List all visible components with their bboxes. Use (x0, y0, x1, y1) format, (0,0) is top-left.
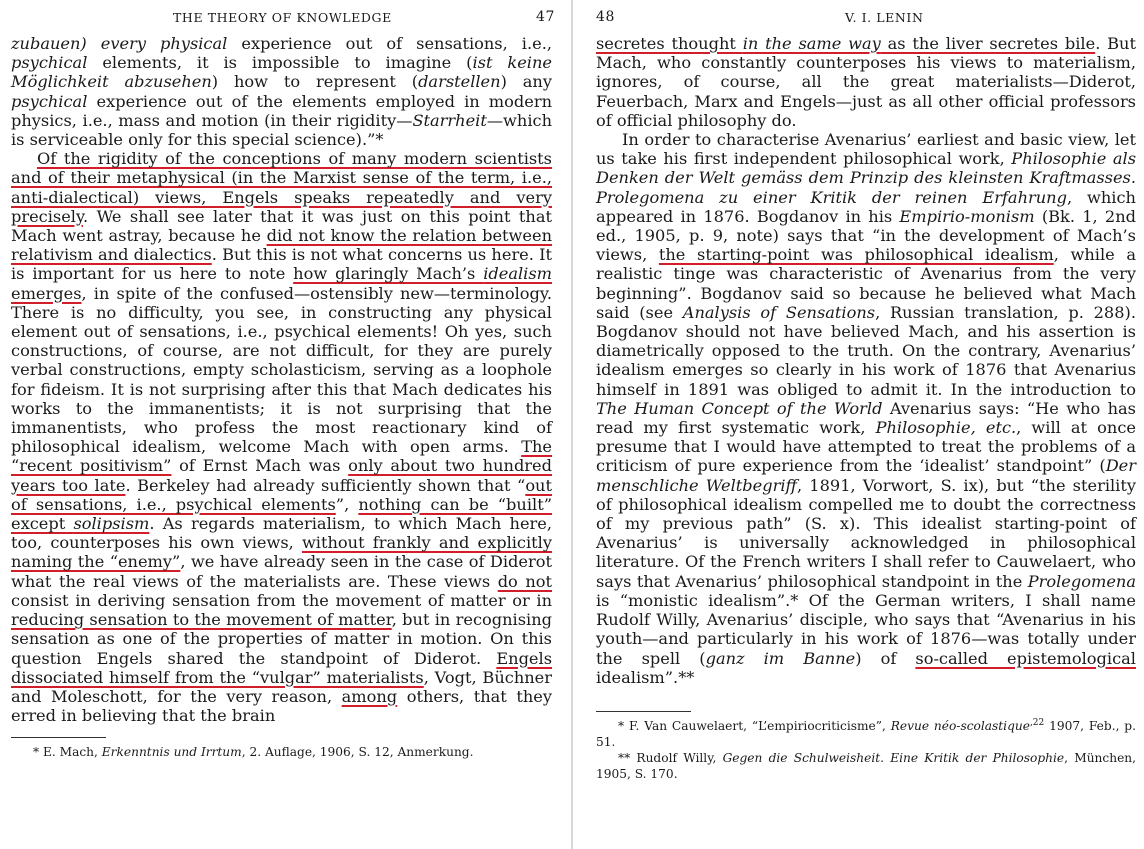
text-run (87, 34, 101, 53)
underlined-passage: The “recent positivism” (11, 437, 552, 476)
underlined-passage: reducing sensation to the movement of matter (11, 610, 392, 630)
underlined-passage: the starting-point was philosophical idealism (658, 245, 1054, 265)
underlined-passage: idealism (483, 264, 552, 284)
text-run: . We shall see later that it was just on this point that Mach went astray, because he (11, 206, 552, 246)
text-run: idealism”.** (596, 667, 695, 687)
italic-text: every physical (100, 34, 228, 53)
italic-text: psychical (11, 91, 88, 111)
italic-text: darstellen (418, 72, 501, 92)
left-running-header (11, 0, 556, 34)
italic-text: Starrheit (412, 110, 487, 130)
paragraph (596, 130, 1136, 687)
text-run: , but in recognising sensation as one of the properties of matter in motion. On this question Engels shared the standpoint of Diderot. (11, 610, 552, 668)
italic-text: The Human Concept of the World (596, 398, 883, 418)
underlined-passage: did not know the relation between relativism and dialectics (11, 226, 552, 265)
text-run: . As regards materialism, to which Mach here, too, counterposes his own views, (11, 514, 552, 553)
italic-text: zubauen) (11, 34, 87, 53)
text-run: ”, (335, 494, 359, 514)
text-run: , 1891, Vorwort, S. ix), but “the sterility of philosophical idealism compelled me to doubt the correctness of my previous path” (S. x). This idealist starting-point of Avenarius’ is universally acknowledged in philosophical literature. Of the French writers I shall refer to Cauwelaert, who says that Avenarius’ philosophical standpoint in the (596, 475, 1136, 591)
footnote (596, 750, 1136, 782)
underlined-passage: nothing can be “built” except (11, 494, 552, 534)
text-run: , we have already seen in the case of Diderot what the real views of the materialists are. These views (11, 552, 552, 591)
text-run: , will at once presume that I would have attempted to treat the problems of a criticism of pure experience from the ‘idealist’ standpoint” ( (596, 418, 1136, 476)
italic-text: Philosophie als Denken der Welt gemäss dem Prinzip des kleinsten Kraftmasses. Prolegomena zu einer Kritik der reinen Erfahrung (596, 149, 1137, 207)
italic-text: Revue néo-scolastique (890, 718, 1030, 733)
underlined-passage: only about two hundred years too late (11, 456, 552, 495)
underlined-passage: how glaringly Mach’s (293, 264, 484, 284)
text-run: . But this is not what concerns us here. It is important for us here to note (11, 245, 553, 284)
paragraph (11, 34, 552, 149)
text-run: experience out of sensations, i.e., (227, 34, 552, 53)
italic-text: Analysis of Sensations (682, 302, 876, 322)
text-run: 1907, Feb., p. 51. (596, 718, 1136, 749)
text-run: , Vogt, Büchner and Moleschott, for the very reason, (11, 667, 552, 706)
right-body-text (596, 34, 1136, 687)
italic-text: ist keine Möglichkeit abzusehen (11, 53, 552, 92)
underlined-passage: out of sensations, i.e., psychical elements (11, 475, 552, 514)
italic-text: Der menschliche Weltbegriff (596, 456, 1136, 495)
right-page-number: 48 (596, 9, 616, 25)
text-run: ** Rudolf Willy, (618, 750, 723, 765)
text-run: In order to characterise Avenarius’ earliest and basic view, let us take his first independent philosophical work, (596, 130, 1136, 169)
text-run: ) how to represent ( (211, 72, 419, 92)
italic-text: psychical (11, 53, 88, 73)
text-run: of Ernst Mach was (171, 456, 349, 476)
text-run: ) of (855, 648, 916, 668)
italic-text: Philosophie, etc. (875, 418, 1017, 438)
italic-text: ganz im Banne (705, 648, 856, 668)
underlined-passage: among (341, 686, 398, 706)
italic-text: Prolegomena (1027, 571, 1136, 591)
text-run: * F. Van Cauwelaert, “L’empiriocriticisme”, (618, 718, 891, 733)
underlined-passage: solipsism (73, 514, 150, 534)
footnote-divider (596, 711, 691, 712)
footnote (11, 744, 552, 760)
underlined-passage: Of the rigidity of the conceptions of many modern scientists and of their metaphysical (in the Marxist sense of the term, i.e., anti-dialectical) views, Engels speaks repeatedly and very precisely (11, 149, 552, 226)
right-running-head-title: V. I. LENIN (845, 10, 924, 25)
text-run: —which is serviceable only for this special science).”* (11, 110, 552, 150)
text-run: , 2. Auflage, 1906, S. 12, Anmerkung. (241, 745, 474, 760)
text-run: elements, it is impossible to imagine ( (87, 53, 473, 73)
text-run: , Russian translation, p. 288). Bogdanov should not have believed Mach, and his assertion is diametrically opposed to the truth. On the contrary, Avenarius’ idealism emerges so clearly in his work of 1876 that Avenarius himself in 1891 was obliged to admit it. In the introduction to (596, 302, 1136, 399)
underlined-passage: do not (497, 571, 552, 591)
footnote (596, 718, 1136, 750)
left-body-text (11, 34, 552, 725)
text-run: consist in deriving sensation from the movement of matter or in (11, 590, 552, 610)
left-page-number: 47 (536, 9, 556, 25)
underlined-passage: Engels dissociated himself from the “vulgar” materialists (11, 648, 552, 687)
text-run: ,22 (1029, 717, 1045, 728)
underlined-passage: so-called epistemological (915, 648, 1136, 668)
underlined-passage: secretes thought (596, 34, 743, 53)
text-run: . But Mach, who constantly counterposes his views to materialism, ignores, of course, all the great materialists—Diderot, Feuerbach, Marx and Engels—just as all other official professors of official philosophy do. (596, 34, 1136, 130)
left-running-head-title: THE THEORY OF KNOWLEDGE (173, 10, 392, 25)
underlined-passage: as the liver secretes bile (880, 34, 1096, 53)
italic-text: Erkenntnis und Irrtum (101, 745, 242, 760)
text-run: others, that they erred in believing that the brain (11, 686, 552, 726)
italic-text: Empirio-monism (899, 206, 1035, 226)
text-run: Avenarius says: “He who has read my first systematic work, (596, 398, 1136, 438)
text-run: , which appeared in 1876. Bogdanov in his (596, 187, 1136, 226)
underlined-passage: without frankly and explicitly naming the “enemy” (11, 533, 552, 572)
underlined-passage: in the same way (742, 34, 881, 53)
text-run: ) any (500, 72, 553, 92)
footnote-divider (11, 737, 106, 738)
text-run: * E. Mach, (33, 745, 102, 760)
italic-text: Gegen die Schulweisheit. Eine Kritik der Philosophie (722, 750, 1065, 765)
paragraph (11, 149, 552, 725)
text-run: . Berkeley had already sufficiently shown that “ (125, 475, 526, 495)
text-run: , München, 1905, S. 170. (596, 750, 1137, 781)
underlined-passage: emerges (11, 283, 82, 303)
text-run: (Bk. 1, 2nd ed., 1905, p. 9, note) says that “in the development of Mach’s views, (596, 206, 1136, 265)
text-run: experience out of the elements employed in modern physics, i.e., mass and motion (in their rigidity— (11, 91, 552, 130)
paragraph (596, 34, 1136, 130)
right-page (572, 0, 1144, 849)
text-run: , while a realistic tinge was characteristic of Avenarius from the very beginning”. Bogdanov said so because he believed what Mach said (see (596, 245, 1137, 322)
text-run: is “monistic idealism”.* Of the German writers, I shall name Rudolf Willy, Avenarius’ disciple, who says that “Avenarius in his youth—and particularly in his work of 1876—was totally under the spell ( (596, 590, 1136, 668)
right-running-header (596, 0, 1136, 34)
text-run: , in spite of the confused—ostensibly new—terminology. There is no difficulty, you see, in constructing any physical element out of sensations, i.e., psychical elements! Oh yes, such constructions, of course, are not difficult, for they are purely verbal constructions, empty scholasticism, serving as a loophole for fideism. It is not surprising after this that Mach dedicates his works to the immanentists; it is not surprising that the immanentists, who profess the most reactionary kind of philosophical idealism, welcome Mach with open arms. (11, 283, 552, 457)
